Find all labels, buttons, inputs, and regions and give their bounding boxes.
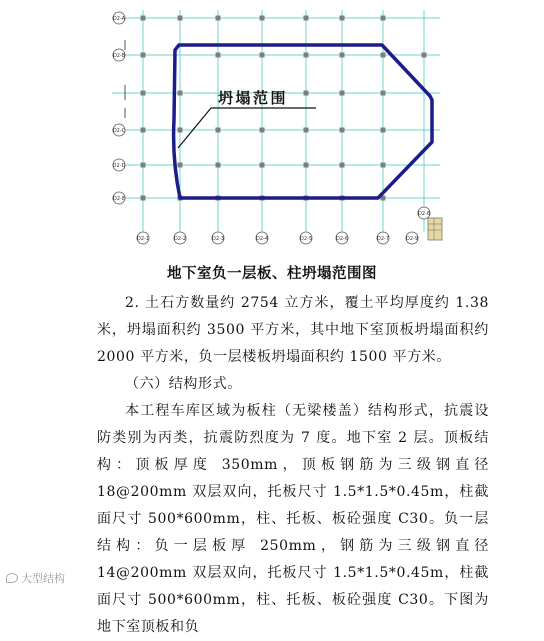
- axis-bubble: [113, 192, 125, 204]
- svg-text:D2-D: D2-D: [112, 163, 126, 169]
- axis-bubble: [212, 232, 224, 244]
- axis-bubble: [113, 12, 126, 24]
- axis-bubble: [418, 207, 430, 219]
- collapse-area-plan-figure: [0, 0, 544, 248]
- svg-text:D2-3: D2-3: [211, 236, 225, 242]
- svg-text:D2-2: D2-2: [173, 236, 187, 242]
- svg-text:D2-8: D2-8: [417, 211, 431, 217]
- body-paragraph: [97, 290, 489, 371]
- svg-text:D2-E: D2-E: [113, 196, 125, 202]
- body-heading: [97, 371, 489, 398]
- axis-bubble: [336, 232, 348, 244]
- axis-bubble: [137, 232, 149, 244]
- svg-text:D2-4: D2-4: [255, 236, 269, 242]
- left-axis-bubbles: [113, 12, 126, 204]
- axis-bubble: [377, 232, 389, 244]
- bottom-axis-bubbles: [137, 232, 389, 244]
- svg-text:D2-C: D2-C: [112, 128, 126, 134]
- collapse-area-outline: [174, 45, 432, 198]
- collapse-area-label: 坍塌范围: [218, 89, 289, 107]
- axis-bubble: [300, 232, 312, 244]
- axis-bubble: [406, 232, 418, 244]
- axis-bubble: [174, 232, 186, 244]
- svg-text:D2-5: D2-5: [299, 236, 313, 242]
- figure-caption: 地下室负一层板、柱坍塌范围图: [167, 266, 377, 282]
- paragraph-structure: 本工程车库区域为板柱（无梁楼盖）结构形式，抗震设防类别为丙类，抗震防烈度为 7 度。地下室 2 层。顶板结构：顶板厚度 350mm，顶板钢筋为三级钢直径 18@200mm 双层双向，托板尺寸 1.5*1.5*0.45m，柱截面尺寸 500*600mm，柱、托板、板砼强度 C30。负一层结构：负一层板厚 250mm，钢筋为三级钢直径 14@200mm 双层双向，托板尺寸 1.5*1.5*0.45m，柱截面尺寸 500*600mm，柱、托板、板砼强度 C30。下图为地下室顶板和负: [97, 403, 489, 635]
- right-axis-bubbles: [406, 207, 430, 244]
- watermark-icon: [6, 573, 18, 583]
- floor-plan-drawing: [0, 0, 544, 248]
- svg-text:D2-9: D2-9: [405, 236, 419, 242]
- svg-text:D2-1: D2-1: [136, 236, 150, 242]
- section-heading-structure: （六）结构形式。: [125, 376, 242, 392]
- svg-text:D2-7: D2-7: [376, 236, 390, 242]
- svg-text:D2-B: D2-B: [112, 53, 126, 59]
- svg-text:D2-6: D2-6: [335, 236, 349, 242]
- paragraph-earthwork: 2. 土石方数量约 2754 立方米，覆土平均厚度约 1.38 米，坍塌面积约 3500 平方米，其中地下室顶板坍塌面积约 2000 平方米，负一层楼板坍塌面积约 1500 平方米。: [97, 295, 489, 365]
- svg-text:D2-A: D2-A: [112, 16, 126, 22]
- axis-bubble: [256, 232, 268, 244]
- watermark-text: 大型结构: [21, 572, 65, 585]
- corner-detail: [428, 218, 442, 240]
- axis-bubble: [113, 159, 126, 171]
- axis-bubble: [113, 124, 126, 136]
- body-paragraph: [97, 398, 489, 641]
- watermark: [6, 570, 65, 586]
- axis-bubble: [113, 49, 126, 61]
- label-leader-line: [178, 108, 211, 148]
